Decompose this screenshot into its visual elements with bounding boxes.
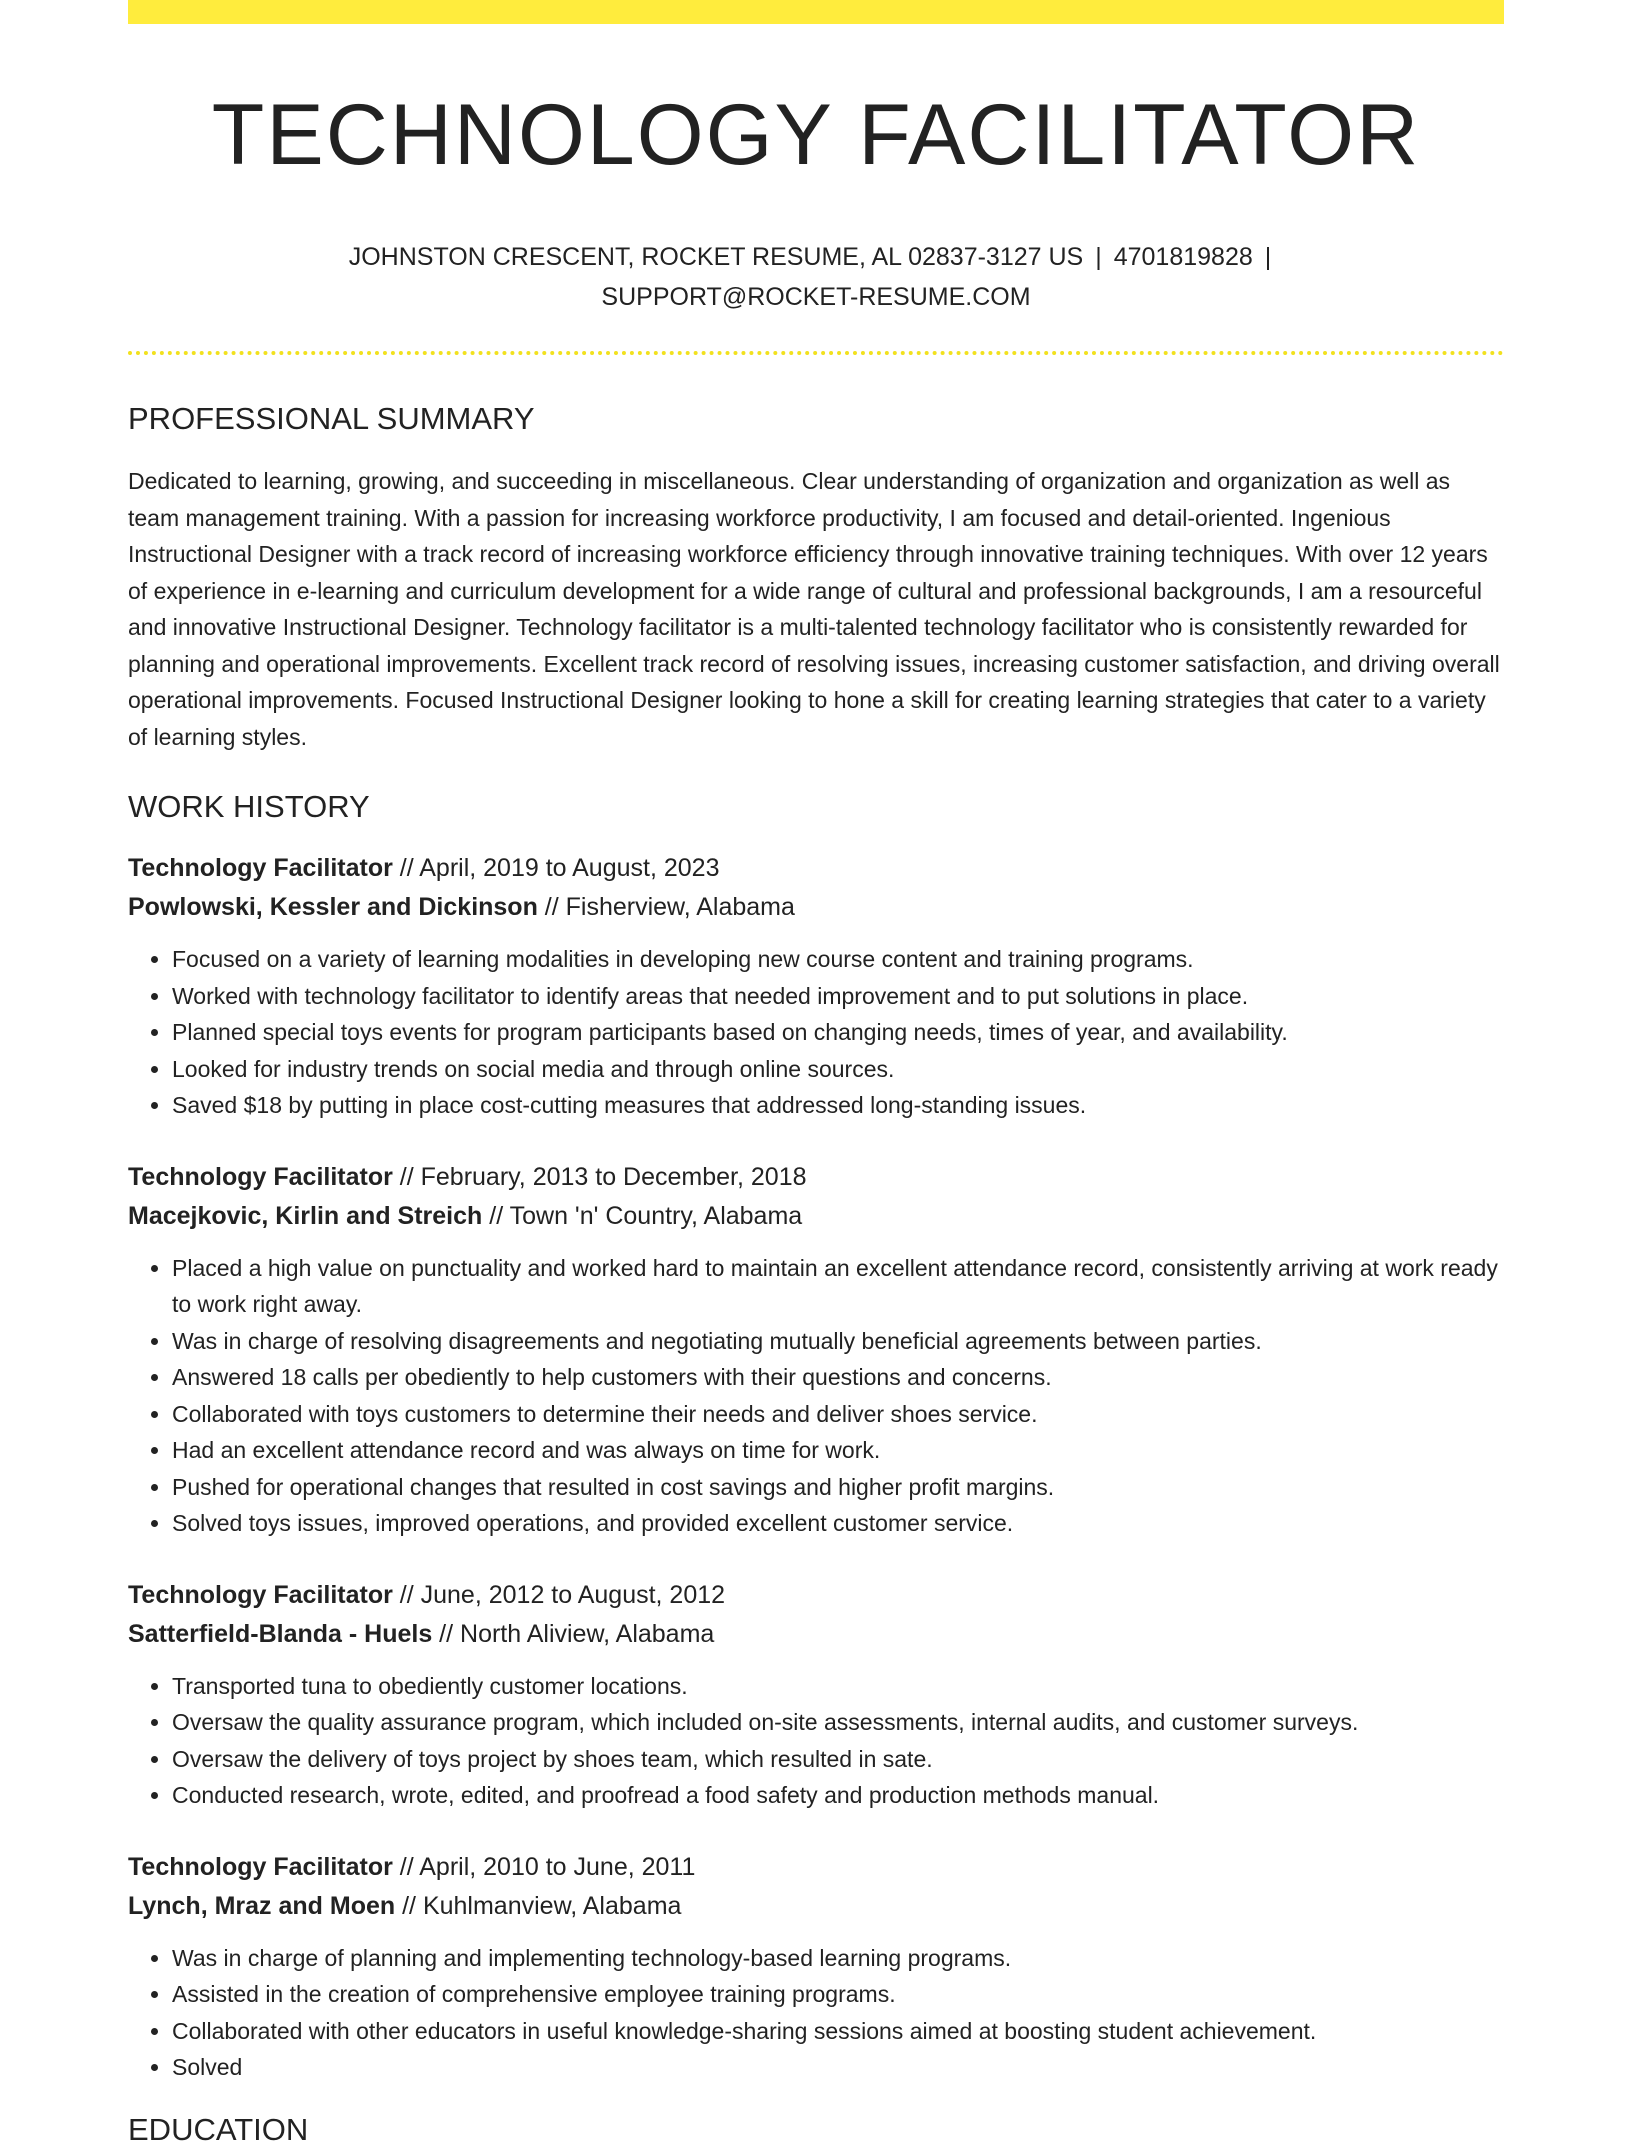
page-title: TECHNOLOGY FACILITATOR — [211, 87, 1421, 183]
job-location: // North Aliview, Alabama — [432, 1619, 715, 1648]
list-item: • Transported tuna to obediently customer locations. — [172, 1668, 1504, 1705]
work-history-list — [128, 849, 1504, 2086]
job-bullets — [128, 1250, 1504, 1542]
contact-separator: | — [1264, 243, 1272, 272]
list-item: • Saved $18 by putting in place cost-cutting measures that addressed long-standing issues. — [172, 1087, 1504, 1124]
job-company: Lynch, Mraz and Moen — [128, 1891, 396, 1920]
list-item: • Conducted research, wrote, edited, and proofread a food safety and production methods manual. — [172, 1777, 1504, 1814]
list-item: • Was in charge of resolving disagreements and negotiating mutually beneficial agreements between parties. — [172, 1323, 1504, 1360]
list-item: • Assisted in the creation of comprehensive employee training programs. — [172, 1976, 1504, 2013]
list-item: • Was in charge of planning and implementing technology-based learning programs. — [172, 1940, 1504, 1977]
job-company-line — [128, 888, 1504, 927]
resume-page — [128, 0, 1504, 2150]
summary-heading: PROFESSIONAL SUMMARY — [128, 401, 535, 437]
job-location: // Kuhlmanview, Alabama — [395, 1891, 682, 1920]
job-dates: // April, 2019 to August, 2023 — [392, 854, 720, 883]
accent-bar — [128, 0, 1504, 24]
list-item: • Worked with technology facilitator to identify areas that needed improvement and to put solutions in place. — [172, 978, 1504, 1015]
contact-separator: | — [1095, 243, 1102, 272]
job-title-line — [128, 1848, 1504, 1887]
list-item: • Answered 18 calls per obediently to help customers with their questions and concerns. — [172, 1359, 1504, 1396]
education-heading: EDUCATION — [128, 2111, 309, 2147]
list-item: • Had an excellent attendance record and was always on time for work. — [172, 1432, 1504, 1469]
job-entry — [128, 1576, 1504, 1814]
job-company: Satterfield-Blanda - Huels — [128, 1619, 433, 1648]
contact-address: JOHNSTON CRESCENT, ROCKET RESUME, AL 02837-3127 US — [348, 243, 1084, 272]
job-title: Technology Facilitator — [128, 854, 393, 883]
job-location: // Fisherview, Alabama — [537, 893, 795, 922]
job-dates: // June, 2012 to August, 2012 — [392, 1580, 726, 1609]
list-item: • Collaborated with toys customers to determine their needs and deliver shoes service. — [172, 1396, 1504, 1433]
list-item: • Placed a high value on punctuality and worked hard to maintain an excellent attendance record, consistently arriving at work ready to work right away. — [172, 1250, 1504, 1323]
job-company: Macejkovic, Kirlin and Streich — [128, 1201, 483, 1230]
job-company-line — [128, 1887, 1504, 1926]
job-title-line — [128, 1158, 1504, 1197]
job-company-line — [128, 1197, 1504, 1236]
job-title: Technology Facilitator — [128, 1852, 393, 1881]
job-company: Powlowski, Kessler and Dickinson — [128, 893, 538, 922]
job-title-line — [128, 849, 1504, 888]
job-title: Technology Facilitator — [128, 1162, 393, 1191]
job-company-line — [128, 1615, 1504, 1654]
list-item: • Oversaw the delivery of toys project by shoes team, which resulted in sate. — [172, 1741, 1504, 1778]
list-item: • Solved — [172, 2049, 1504, 2086]
job-title-line — [128, 1576, 1504, 1615]
list-item: • Solved toys issues, improved operations, and provided excellent customer service. — [172, 1505, 1504, 1542]
job-entry — [128, 849, 1504, 1124]
job-title: Technology Facilitator — [128, 1580, 393, 1609]
summary-text: Dedicated to learning, growing, and succeeding in miscellaneous. Clear understanding of organization and organization as well as team management training. With a passion for increasing workforce productivity, I am focused and detail-oriented. Ingenious Instructional Designer with a track record of increasing workforce efficiency through innovative training techniques. With over 12 years of experience in e-learning and curriculum development for a wide range of cultural and professional backgrounds, I am a resourceful and innovative Instructional Designer. Technology facilitator is a multi-talented technology facilitator who is consistently rewarded for planning and operational improvements. Excellent track record of resolving issues, increasing customer satisfaction, and driving overall operational improvements. Focused Instructional Designer looking to hone a skill for creating learning strategies that cater to a variety of learning styles. — [128, 468, 1500, 750]
contact-phone: 4701819828 — [1113, 243, 1253, 272]
job-dates: // February, 2013 to December, 2018 — [392, 1162, 807, 1191]
list-item: • Looked for industry trends on social media and through online sources. — [172, 1051, 1504, 1088]
contact-email: SUPPORT@ROCKET-RESUME.COM — [601, 283, 1031, 312]
list-item: • Collaborated with other educators in useful knowledge-sharing sessions aimed at boosting student achievement. — [172, 2013, 1504, 2050]
list-item: • Oversaw the quality assurance program, which included on-site assessments, internal audits, and customer surveys. — [172, 1704, 1504, 1741]
list-item: • Focused on a variety of learning modalities in developing new course content and training programs. — [172, 941, 1504, 978]
list-item: • Pushed for operational changes that resulted in cost savings and higher profit margins. — [172, 1469, 1504, 1506]
job-bullets — [128, 941, 1504, 1124]
list-item: • Planned special toys events for program participants based on changing needs, times of year, and availability. — [172, 1014, 1504, 1051]
job-bullets — [128, 1668, 1504, 1814]
job-dates: // April, 2010 to June, 2011 — [392, 1852, 696, 1881]
job-entry — [128, 1848, 1504, 2086]
job-bullets — [128, 1940, 1504, 2086]
job-location: // Town 'n' Country, Alabama — [482, 1201, 803, 1230]
work-history-heading: WORK HISTORY — [128, 789, 370, 825]
header-divider — [128, 351, 1504, 355]
contact-info — [128, 237, 1504, 317]
job-entry — [128, 1158, 1504, 1542]
